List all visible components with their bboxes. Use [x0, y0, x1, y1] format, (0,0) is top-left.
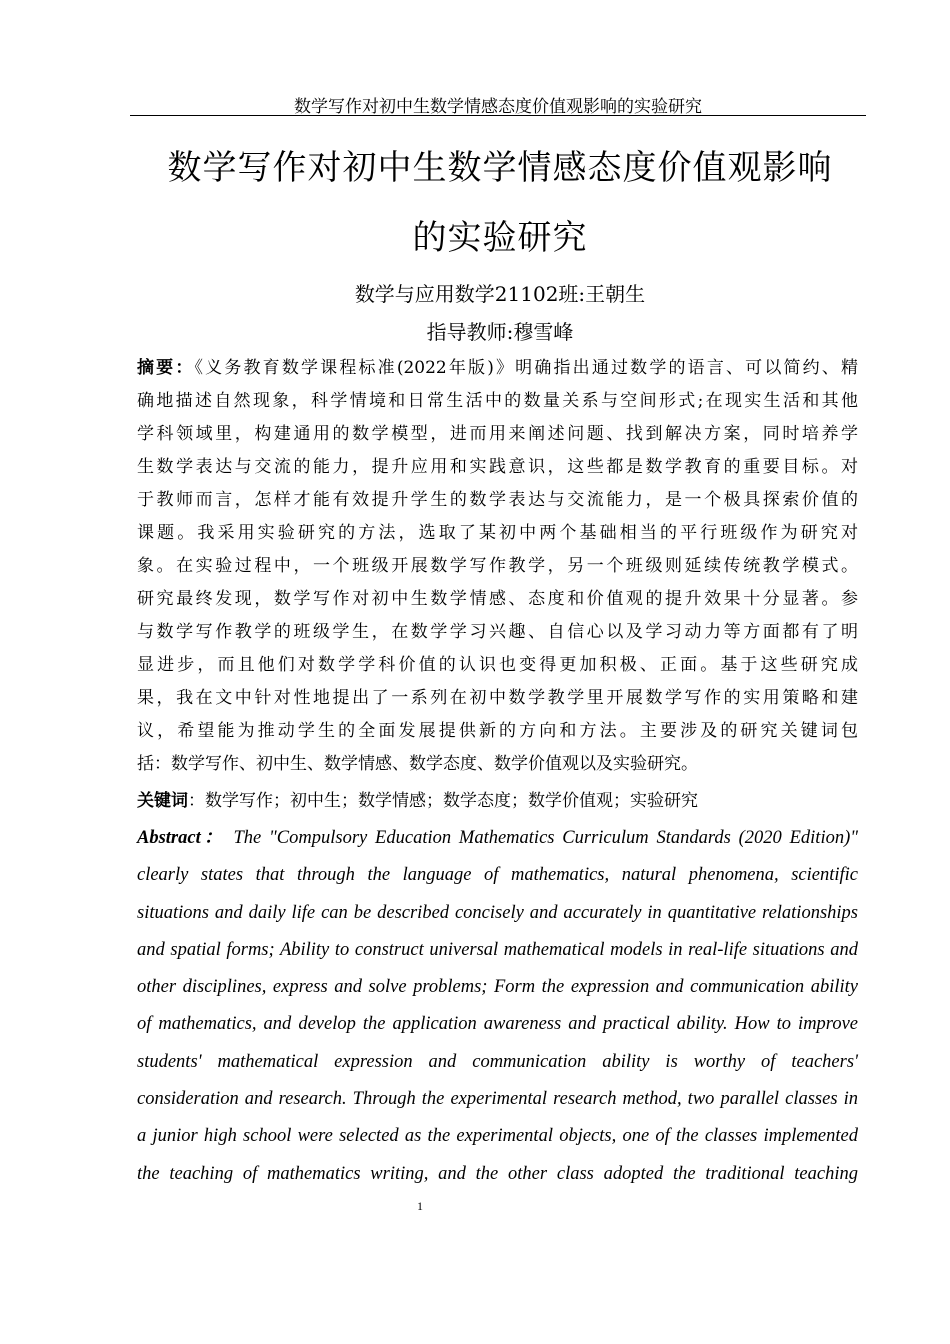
- abstract-en-line: and spatial forms; Ability to construct universal mathematical models in real-life situations and: [137, 939, 858, 960]
- abstract-en-line: the teaching of mathematics writing, and the other class adopted the traditional teaching: [137, 1163, 858, 1184]
- page-number: 1: [417, 1199, 423, 1213]
- title-line-1: 数学写作对初中生数学情感态度价值观影响: [167, 148, 833, 188]
- abstract-line: 摘要：《义务教育数学课程标准(2022年版)》明确指出通过数学的语言、可以简约、精: [137, 358, 858, 378]
- abstract-line: 象。在实验过程中，一个班级开展数学写作教学，另一个班级则延续传统教学模式。: [137, 556, 858, 576]
- abstract-line: 于教师而言，怎样才能有效提升学生的数学表达与交流能力，是一个极具探索价值的: [137, 490, 858, 510]
- keywords-text: ：数学写作；初中生；数学情感；数学态度；数学价值观；实验研究: [188, 791, 698, 811]
- abstract-en: [137, 820, 858, 1193]
- abstract-line: 果，我在文中针对性地提出了一系列在初中数学教学里开展数学写作的实用策略和建: [137, 688, 858, 708]
- abstract-label: 摘要：: [137, 358, 195, 378]
- abstract-line: 学科领域里，构建通用的数学模型，进而用来阐述问题、找到解决方案，同时培养学: [137, 424, 858, 444]
- abstract-line: 显进步，而且他们对数学学科价值的认识也变得更加积极、正面。基于这些研究成: [137, 655, 858, 675]
- keywords-label: 关键词: [137, 791, 188, 811]
- abstract-en-line: of mathematics, and develop the application awareness and practical ability. How to improve: [137, 1014, 858, 1035]
- abstract-line: 议，希望能为推动学生的全面发展提供新的方向和方法。主要涉及的研究关键词包: [137, 721, 858, 741]
- abstract-en-line: consideration and research. Through the experimental research method, two parallel classes in: [137, 1089, 858, 1110]
- abstract-line: 括：数学写作、初中生、数学情感、数学态度、数学价值观以及实验研究。: [137, 754, 698, 774]
- abstract-line: 确地描述自然现象，科学情境和日常生活中的数量关系与空间形式;在现实生活和其他: [137, 391, 858, 411]
- abstract-en-label: Abstract：: [137, 828, 226, 848]
- abstract-cn: [137, 352, 858, 781]
- title-line-2: 的实验研究: [412, 218, 588, 258]
- abstract-en-line: students' mathematical expression and communication ability is worthy of teachers': [137, 1051, 858, 1072]
- keywords-cn: [137, 786, 698, 811]
- author: 数学与应用数学21102班:王朝生: [354, 282, 646, 306]
- abstract-en-line: situations and daily life can be described concisely and accurately in quantitative relationships: [137, 902, 858, 923]
- running-header: 数学写作对初中生数学情感态度价值观影响的实验研究: [294, 97, 702, 117]
- header-rule: [130, 115, 866, 116]
- advisor: 指导教师:穆雪峰: [426, 320, 574, 344]
- abstract-en-line: clearly states that through the language of mathematics, natural phenomena, scientific: [137, 865, 858, 886]
- abstract-en-line: Abstract： The "Compulsory Education Mathematics Curriculum Standards (2020 Edition)": [137, 828, 859, 848]
- abstract-en-line: a junior high school were selected as the experimental objects, one of the classes implemented: [137, 1126, 858, 1147]
- abstract-line: 课题。我采用实验研究的方法，选取了某初中两个基础相当的平行班级作为研究对: [137, 523, 858, 543]
- abstract-line: 生数学表达与交流的能力，提升应用和实践意识，这些都是数学教育的重要目标。对: [137, 457, 858, 477]
- abstract-line: 研究最终发现，数学写作对初中生数学情感、态度和价值观的提升效果十分显著。参: [137, 589, 858, 609]
- abstract-en-line: other disciplines, express and solve problems; Form the expression and communication ability: [137, 977, 858, 998]
- abstract-line: 与数学写作教学的班级学生，在数学学习兴趣、自信心以及学习动力等方面都有了明: [137, 622, 858, 642]
